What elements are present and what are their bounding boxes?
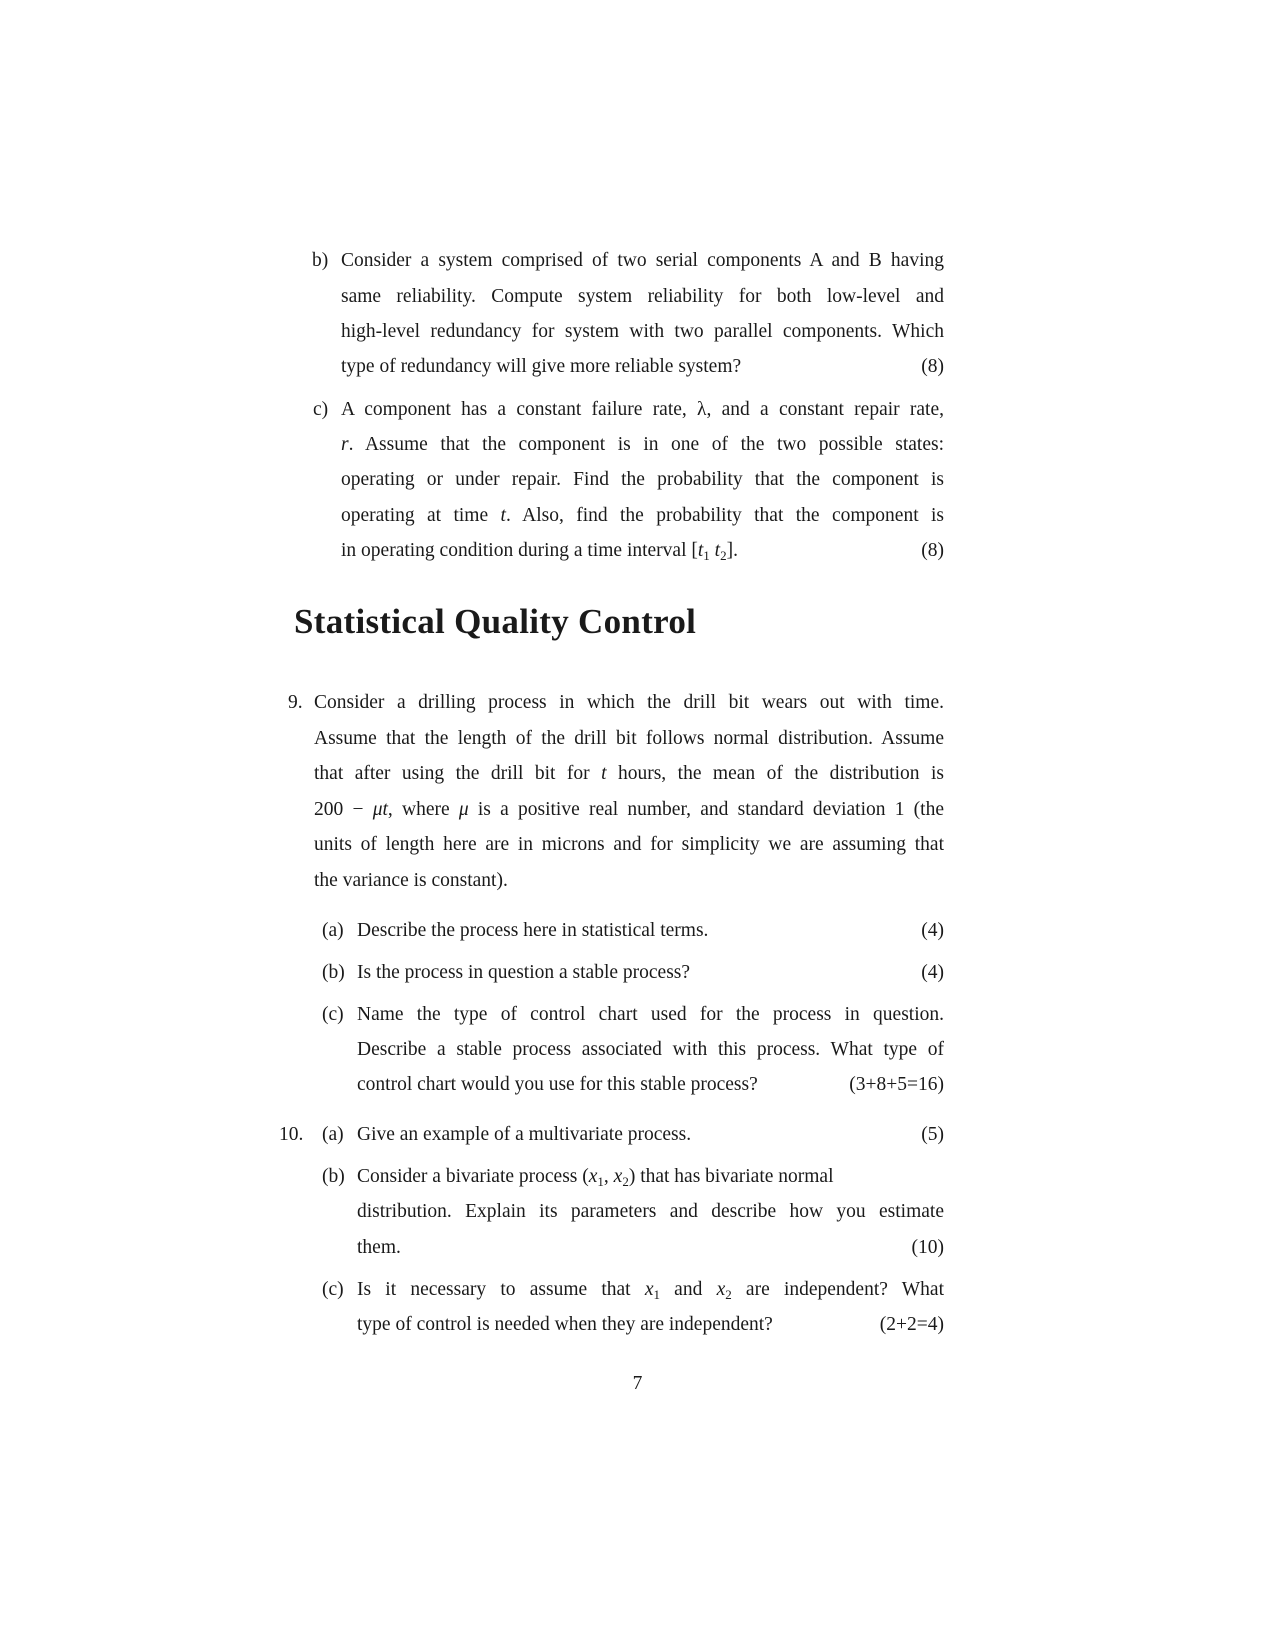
q9-line-2: Assume that the length of the drill bit follows normal distribution. Assume (314, 728, 944, 749)
q9-part-c-line-1: Name the type of control chart used for the process in question. (357, 1004, 944, 1025)
q9-number: 9. (288, 692, 303, 713)
q9-part-a-marks: (4) (921, 920, 944, 941)
q9-line-6: the variance is constant). (314, 870, 508, 891)
part-b-line-2: same reliability. Compute system reliability for both low-level and (341, 286, 944, 307)
q10-part-b-line-2: distribution. Explain its parameters and describe how you estimate (357, 1201, 944, 1222)
q10-part-c-line-2: type of control is needed when they are independent? (357, 1314, 773, 1335)
q9-part-b-text: Is the process in question a stable process? (357, 962, 691, 983)
part-c-line-5: in operating condition during a time interval [$t_1$ $t_2$]. (341, 540, 738, 563)
q10-part-b-line-1: Consider a bivariate process ($x_1$, $x_2$) that has bivariate normal (357, 1166, 834, 1189)
part-c-line-2: r. Assume that the component is in one of the two possible states: (341, 434, 944, 455)
part-c-line-1: A component has a constant failure rate, λ, and a constant repair rate, (341, 399, 944, 420)
part-b-line-1: Consider a system comprised of two serial components A and B having (341, 250, 944, 271)
q9-part-a-text: Describe the process here in statistical terms. (357, 920, 709, 941)
page-number: 7 (632, 1373, 643, 1394)
q9-line-4: 200 − μt, where μ is a positive real number, and standard deviation 1 (the (314, 799, 944, 820)
q9-part-c-line-2: Describe a stable process associated with this process. What type of (357, 1039, 944, 1060)
q10-part-b-line-3: them. (357, 1237, 401, 1258)
q10-part-b-label: (b) (322, 1166, 345, 1187)
q9-part-c-line-3: control chart would you use for this stable process? (357, 1074, 758, 1095)
q10-part-c-marks: (2+2=4) (879, 1314, 944, 1335)
q9-part-c-label: (c) (322, 1004, 344, 1025)
section-title: Statistical Quality Control (294, 602, 697, 641)
part-c-marks: (8) (921, 540, 944, 561)
part-c-label: c) (313, 399, 329, 420)
q10-number: 10. (279, 1124, 304, 1145)
part-b-marks: (8) (921, 356, 944, 377)
q9-part-a-label: (a) (322, 920, 344, 941)
q10-part-a-label: (a) (322, 1124, 344, 1145)
part-b-line-4: type of redundancy will give more reliable system? (341, 356, 742, 377)
q10-part-c-label: (c) (322, 1279, 344, 1300)
q9-line-5: units of length here are in microns and for simplicity we are assuming that (314, 834, 944, 855)
q9-line-3: that after using the drill bit for t hours, the mean of the distribution is (314, 763, 944, 784)
q9-line-1: Consider a drilling process in which the drill bit wears out with time. (314, 692, 944, 713)
q9-part-b-marks: (4) (921, 962, 944, 983)
q9-part-b-label: (b) (322, 962, 345, 983)
part-b-label: b) (312, 250, 329, 271)
q10-part-a-text: Give an example of a multivariate process. (357, 1124, 692, 1145)
q10-part-a-marks: (5) (921, 1124, 944, 1145)
part-b-line-3: high-level redundancy for system with two parallel components. Which (341, 321, 944, 342)
q9-part-c-marks: (3+8+5=16) (849, 1074, 944, 1095)
q10-part-c-line-1: Is it necessary to assume that $x_1$ and $x_2$ are independent? What (357, 1279, 944, 1302)
part-c-line-4: operating at time t. Also, find the probability that the component is (341, 505, 944, 526)
q10-part-b-marks: (10) (911, 1237, 944, 1258)
part-c-line-3: operating or under repair. Find the probability that the component is (341, 469, 944, 490)
